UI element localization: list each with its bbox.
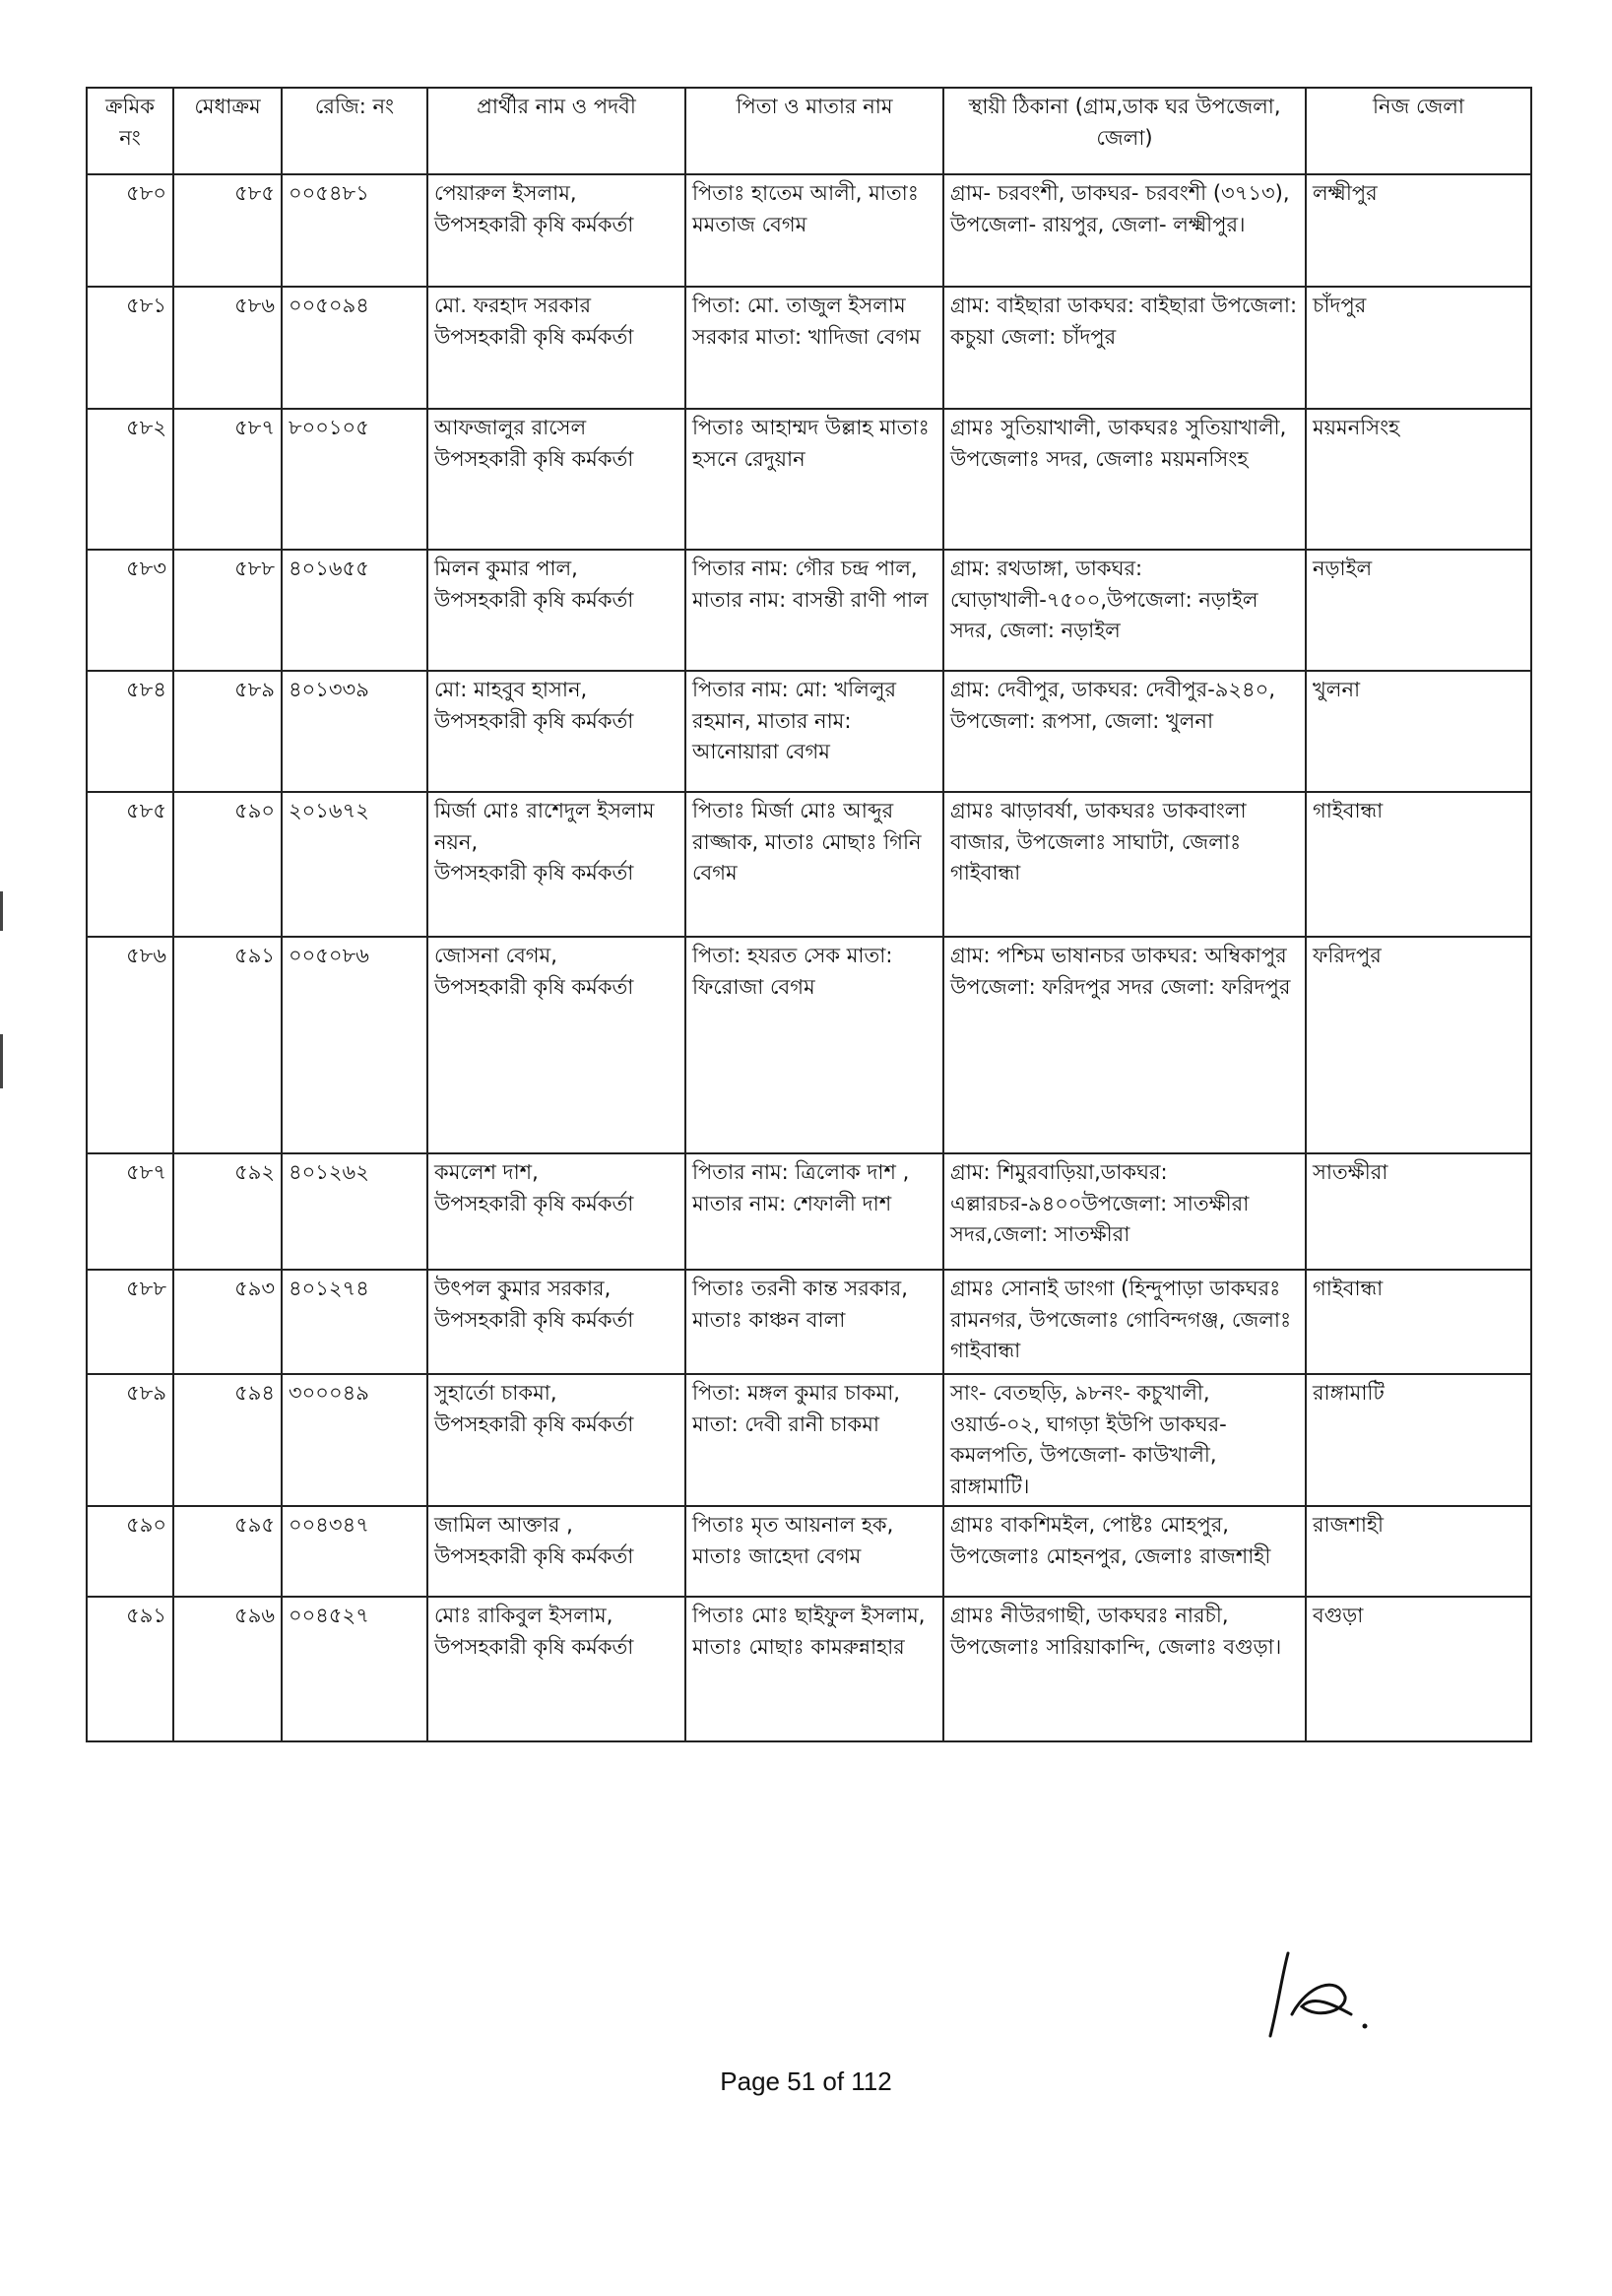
cell-name: [427, 792, 685, 937]
cell-merit: ৫৯৩: [173, 1270, 282, 1374]
cell-serial: ৫৮৫: [87, 792, 173, 937]
header-district: নিজ জেলা: [1306, 88, 1531, 174]
cell-district: নড়াইল: [1306, 550, 1531, 671]
cell-address: গ্রাম: দেবীপুর, ডাকঘর: দেবীপুর-৯২৪০, উপজেলা: রূপসা, জেলা: খুলনা: [943, 671, 1306, 792]
cell-serial: ৫৮৬: [87, 937, 173, 1153]
cell-serial: ৫৯১: [87, 1597, 173, 1741]
scan-edge-mark: [0, 1034, 3, 1088]
cell-serial: ৫৮৮: [87, 1270, 173, 1374]
candidate-name: মো: মাহবুব হাসান,: [434, 678, 588, 701]
cell-parents: পিতাঃ মির্জা মোঃ আব্দুর রাজ্জাক, মাতাঃ মোছাঃ গিনি বেগম: [685, 792, 943, 937]
cell-address: গ্রাম- চরবংশী, ডাকঘর- চরবংশী (৩৭১৩), উপজেলা- রায়পুর, জেলা- লক্ষ্মীপুর।: [943, 174, 1306, 287]
cell-parents: পিতার নাম: গৌর চন্দ্র পাল, মাতার নাম: বাসন্তী রাণী পাল: [685, 550, 943, 671]
cell-serial: ৫৮৩: [87, 550, 173, 671]
cell-reg: ৮০০১০৫: [282, 409, 427, 550]
cell-merit: ৫৯১: [173, 937, 282, 1153]
cell-parents: পিতাঃ মৃত আয়নাল হক, মাতাঃ জাহেদা বেগম: [685, 1506, 943, 1597]
cell-parents: পিতার নাম: ত্রিলোক দাশ , মাতার নাম: শেফালী দাশ: [685, 1153, 943, 1270]
header-merit: মেধাক্রম: [173, 88, 282, 174]
cell-reg: ০০৫০৮৬: [282, 937, 427, 1153]
cell-serial: ৫৮০: [87, 174, 173, 287]
cell-name: [427, 1506, 685, 1597]
cell-parents: পিতাঃ আহাম্মদ উল্লাহ মাতাঃ হসনে রেদুয়ান: [685, 409, 943, 550]
table-row: [87, 1506, 1531, 1597]
cell-address: গ্রামঃ নীউরগাছী, ডাকঘরঃ নারচী, উপজেলাঃ সারিয়াকান্দি, জেলাঃ বগুড়া।: [943, 1597, 1306, 1741]
cell-parents: পিতাঃ তরনী কান্ত সরকার, মাতাঃ কাঞ্চন বালা: [685, 1270, 943, 1374]
cell-serial: ৫৮২: [87, 409, 173, 550]
table-row: [87, 409, 1531, 550]
cell-merit: ৫৯৬: [173, 1597, 282, 1741]
cell-name: [427, 174, 685, 287]
cell-serial: ৫৮৯: [87, 1374, 173, 1506]
cell-reg: ০০৪৩৪৭: [282, 1506, 427, 1597]
candidate-designation: উপসহকারী কৃষি কর্মকর্তা: [434, 861, 634, 885]
cell-reg: ০০৫০৯৪: [282, 287, 427, 409]
table-row: [87, 1374, 1531, 1506]
cell-address: গ্রামঃ বাকশিমইল, পোষ্টঃ মোহপুর, উপজেলাঃ মোহনপুর, জেলাঃ রাজশাহী: [943, 1506, 1306, 1597]
table-header-row: [87, 88, 1531, 174]
cell-parents: পিতা: মঙ্গল কুমার চাকমা, মাতা: দেবী রানী চাকমা: [685, 1374, 943, 1506]
cell-parents: পিতাঃ হাতেম আলী, মাতাঃ মমতাজ বেগম: [685, 174, 943, 287]
cell-merit: ৫৯২: [173, 1153, 282, 1270]
cell-name: [427, 409, 685, 550]
candidate-name: মো. ফরহাদ সরকার: [434, 294, 592, 317]
cell-merit: ৫৮৯: [173, 671, 282, 792]
candidate-name: মিলন কুমার পাল,: [434, 557, 578, 580]
cell-reg: ০০৪৫২৭: [282, 1597, 427, 1741]
cell-district: বগুড়া: [1306, 1597, 1531, 1741]
candidate-designation: উপসহকারী কৃষি কর্মকর্তা: [434, 1634, 634, 1659]
cell-name: [427, 550, 685, 671]
candidate-designation: উপসহকারী কৃষি কর্মকর্তা: [434, 974, 634, 999]
cell-parents: পিতার নাম: মো: খলিলুর রহমান, মাতার নাম: আনোয়ারা বেগম: [685, 671, 943, 792]
candidate-designation: উপসহকারী কৃষি কর্মকর্তা: [434, 587, 634, 612]
cell-reg: ৪০১২৭৪: [282, 1270, 427, 1374]
cell-reg: ০০৫৪৮১: [282, 174, 427, 287]
cell-serial: ৫৮১: [87, 287, 173, 409]
candidate-name: কমলেশ দাশ,: [434, 1160, 539, 1184]
cell-district: ফরিদপুর: [1306, 937, 1531, 1153]
cell-merit: ৫৮৭: [173, 409, 282, 550]
cell-parents: পিতা: মো. তাজুল ইসলাম সরকার মাতা: খাদিজা বেগম: [685, 287, 943, 409]
cell-reg: ৪০১৩৩৯: [282, 671, 427, 792]
cell-address: গ্রাম: বাইছারা ডাকঘর: বাইছারা উপজেলা: কচুয়া জেলা: চাঁদপুর: [943, 287, 1306, 409]
cell-district: গাইবান্ধা: [1306, 792, 1531, 937]
cell-name: [427, 937, 685, 1153]
cell-merit: ৫৯৫: [173, 1506, 282, 1597]
cell-reg: ২০১৬৭২: [282, 792, 427, 937]
candidate-designation: উপসহকারী কৃষি কর্মকর্তা: [434, 446, 634, 471]
candidate-designation: উপসহকারী কৃষি কর্মকর্তা: [434, 1307, 634, 1332]
signature-mark: [1249, 1945, 1377, 2044]
candidate-name: জোসনা বেগম,: [434, 944, 557, 967]
cell-district: খুলনা: [1306, 671, 1531, 792]
cell-reg: ৪০১৬৫৫: [282, 550, 427, 671]
header-parents: পিতা ও মাতার নাম: [685, 88, 943, 174]
cell-reg: ৩০০০৪৯: [282, 1374, 427, 1506]
cell-serial: ৫৮৭: [87, 1153, 173, 1270]
candidate-designation: উপসহকারী কৃষি কর্মকর্তা: [434, 1411, 634, 1436]
candidate-designation: উপসহকারী কৃষি কর্মকর্তা: [434, 324, 634, 349]
cell-merit: ৫৯০: [173, 792, 282, 937]
cell-merit: ৫৮৬: [173, 287, 282, 409]
candidate-name: আফজালুর রাসেল: [434, 416, 587, 439]
table-row: [87, 1597, 1531, 1741]
header-serial: ক্রমিক নং: [87, 88, 173, 174]
table-row: [87, 1153, 1531, 1270]
cell-address: সাং- বেতছড়ি, ৯৮নং- কচুখালী, ওয়ার্ড-০২, ঘাগড়া ইউপি ডাকঘর- কমলপতি, উপজেলা- কাউখালী, রাঙ্গামাটি।: [943, 1374, 1306, 1506]
cell-district: লক্ষ্মীপুর: [1306, 174, 1531, 287]
cell-merit: ৫৯৪: [173, 1374, 282, 1506]
candidate-name: উৎপল কুমার সরকার,: [434, 1277, 612, 1300]
cell-name: [427, 1153, 685, 1270]
cell-name: [427, 1270, 685, 1374]
cell-serial: ৫৮৪: [87, 671, 173, 792]
candidate-designation: উপসহকারী কৃষি কর্মকর্তা: [434, 1191, 634, 1215]
candidate-name: মোঃ রাকিবুল ইসলাম,: [434, 1604, 613, 1627]
cell-address: গ্রামঃ ঝাড়াবর্ষা, ডাকঘরঃ ডাকবাংলা বাজার, উপজেলাঃ সাঘাটা, জেলাঃ গাইবান্ধা: [943, 792, 1306, 937]
table-row: [87, 287, 1531, 409]
table-row: [87, 174, 1531, 287]
cell-district: সাতক্ষীরা: [1306, 1153, 1531, 1270]
cell-address: গ্রামঃ সুতিয়াখালী, ডাকঘরঃ সুতিয়াখালী, উপজেলাঃ সদর, জেলাঃ ময়মনসিংহ: [943, 409, 1306, 550]
header-address: স্থায়ী ঠিকানা (গ্রাম,ডাক ঘর উপজেলা, জেলা): [943, 88, 1306, 174]
cell-address: গ্রাম: রথডাঙ্গা, ডাকঘর: ঘোড়াখালী-৭৫০০,উপজেলা: নড়াইল সদর, জেলা: নড়াইল: [943, 550, 1306, 671]
candidate-designation: উপসহকারী কৃষি কর্মকর্তা: [434, 708, 634, 733]
table-row: [87, 937, 1531, 1153]
cell-reg: ৪০১২৬২: [282, 1153, 427, 1270]
cell-district: রাজশাহী: [1306, 1506, 1531, 1597]
header-reg: রেজি: নং: [282, 88, 427, 174]
cell-merit: ৫৮৮: [173, 550, 282, 671]
cell-parents: পিতা: হযরত সেক মাতা: ফিরোজা বেগম: [685, 937, 943, 1153]
candidate-name: জামিল আক্তার ,: [434, 1513, 573, 1537]
cell-parents: পিতাঃ মোঃ ছাইফুল ইসলাম, মাতাঃ মোছাঃ কামরুন্নাহার: [685, 1597, 943, 1741]
scan-edge-mark: [0, 891, 3, 931]
table-row: [87, 792, 1531, 937]
page-number: Page 51 of 112: [720, 2066, 892, 2096]
table-row: [87, 1270, 1531, 1374]
cell-name: [427, 1374, 685, 1506]
cell-district: রাঙ্গামাটি: [1306, 1374, 1531, 1506]
candidate-name: সুহার্তো চাকমা,: [434, 1381, 557, 1405]
cell-address: গ্রামঃ সোনাই ডাংগা (হিন্দুপাড়া ডাকঘরঃ রামনগর, উপজেলাঃ গোবিন্দগঞ্জ, জেলাঃ গাইবান্ধা: [943, 1270, 1306, 1374]
header-name: প্রার্থীর নাম ও পদবী: [427, 88, 685, 174]
candidate-name: মির্জা মোঃ রাশেদুল ইসলাম নয়ন,: [434, 799, 655, 854]
cell-merit: ৫৮৫: [173, 174, 282, 287]
cell-name: [427, 1597, 685, 1741]
cell-serial: ৫৯০: [87, 1506, 173, 1597]
cell-district: চাঁদপুর: [1306, 287, 1531, 409]
cell-district: গাইবান্ধা: [1306, 1270, 1531, 1374]
table-row: [87, 550, 1531, 671]
candidate-table: [86, 87, 1532, 1742]
cell-address: গ্রাম: পশ্চিম ভাষানচর ডাকঘর: অম্বিকাপুর উপজেলা: ফরিদপুর সদর জেলা: ফরিদপুর: [943, 937, 1306, 1153]
candidate-designation: উপসহকারী কৃষি কর্মকর্তা: [434, 212, 634, 236]
cell-name: [427, 671, 685, 792]
table-row: [87, 671, 1531, 792]
candidate-name: পেয়ারুল ইসলাম,: [434, 181, 577, 205]
candidate-designation: উপসহকারী কৃষি কর্মকর্তা: [434, 1543, 634, 1568]
cell-name: [427, 287, 685, 409]
cell-district: ময়মনসিংহ: [1306, 409, 1531, 550]
cell-address: গ্রাম: শিমুরবাড়িয়া,ডাকঘর: এল্লারচর-৯৪০০উপজেলা: সাতক্ষীরা সদর,জেলা: সাতক্ষীরা: [943, 1153, 1306, 1270]
